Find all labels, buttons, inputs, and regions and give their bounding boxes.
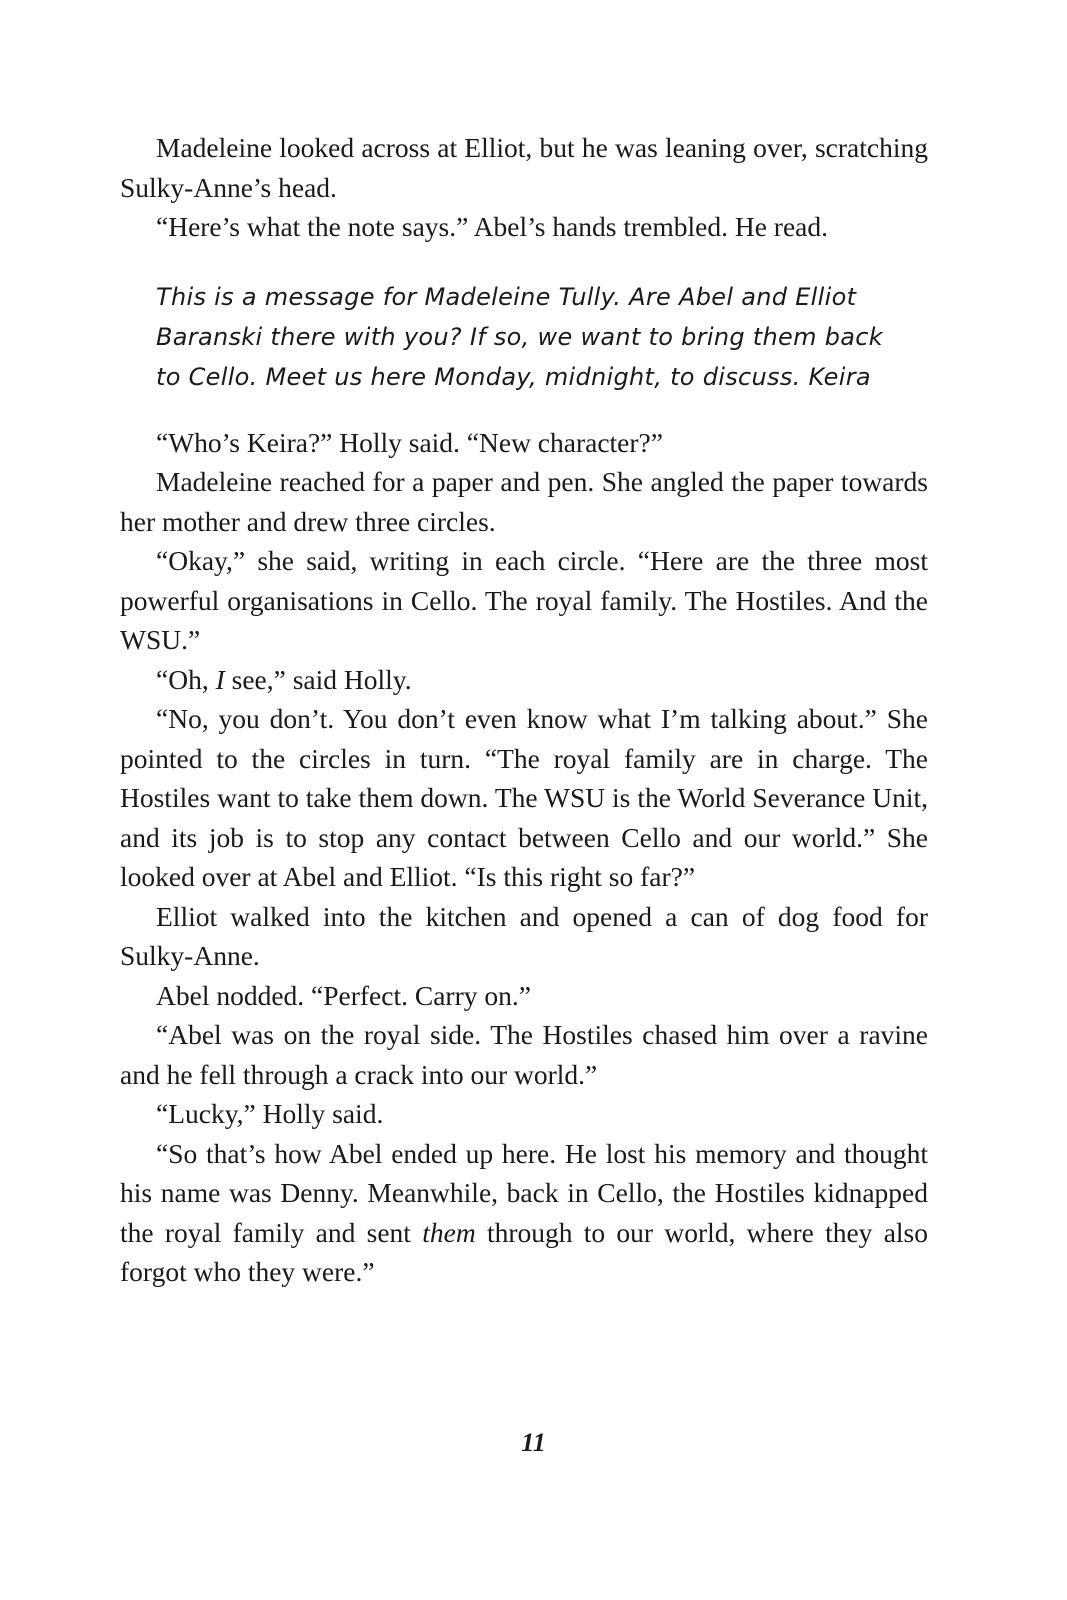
text-run: “So that’s how Abel ended up here. He lost his memory and thought his name was Denny. Meanwhile, back in Cello, the Hostiles kidnapped the royal family and sent — [120, 1137, 928, 1248]
paragraph: Elliot walked into the kitchen and opened a can of dog food for Sulky-Anne. — [120, 900, 928, 971]
note-line: Baranski there with you? If so, we want to bring them back — [156, 322, 883, 351]
emphasis-text: them — [422, 1216, 476, 1248]
paragraph: “No, you don’t. You don’t even know what I’m talking about.” She pointed to the circles in turn. “The royal family are in charge. The Hostiles want to take them down. The WSU is the World Severance Unit, and its job is to stop any contact between Cello and our world.” She looked over at Abel and Elliot. “Is this right so far?” — [120, 703, 928, 892]
paragraph — [120, 1134, 928, 1292]
paragraph: Madeleine reached for a paper and pen. She angled the paper towards her mother and drew three circles. — [120, 466, 928, 537]
paragraph: “Here’s what the note says.” Abel’s hands trembled. He read. — [156, 211, 829, 242]
paragraph: Abel nodded. “Perfect. Carry on.” — [156, 979, 531, 1011]
paragraph: “Who’s Keira?” Holly said. “New character?” — [156, 426, 663, 458]
handwritten-note — [156, 277, 883, 397]
book-page-text — [120, 128, 928, 1292]
paragraph: “Okay,” she said, writing in each circle. “Here are the three most powerful organisations in Cello. The royal family. The Hostiles. And the WSU.” — [120, 545, 928, 655]
page-number: 11 — [521, 1428, 546, 1457]
note-line: to Cello. Meet us here Monday, midnight, to discuss. Keira — [156, 362, 871, 391]
emphasis-text: I — [215, 663, 225, 695]
note-line: This is a message for Madeleine Tully. Are Abel and Elliot — [156, 282, 857, 311]
text-run: “Oh, — [156, 663, 216, 695]
paragraph: Madeleine looked across at Elliot, but he was leaning over, scratching Sulky-Anne’s head. — [120, 132, 928, 203]
paragraph — [120, 660, 928, 700]
text-run: see,” said Holly. — [224, 663, 412, 695]
text-run: through to our world, where they also forgot who they were.” — [120, 1216, 928, 1287]
paragraph: “Abel was on the royal side. The Hostiles chased him over a ravine and he fell through a crack into our world.” — [120, 1019, 928, 1090]
paragraph: “Lucky,” Holly said. — [156, 1098, 384, 1129]
